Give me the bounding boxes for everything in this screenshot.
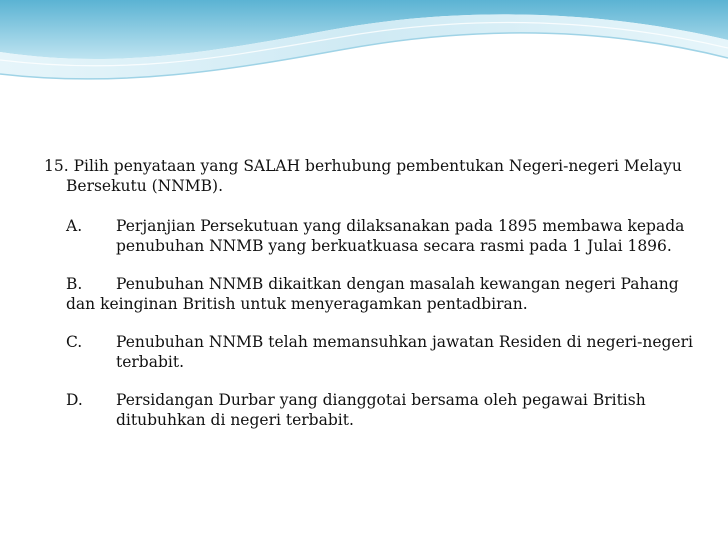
option-c bbox=[66, 332, 694, 372]
option-d-letter: D. bbox=[66, 391, 83, 409]
option-b-text: Penubuhan NNMB dikaitkan dengan masalah kewangan negeri Pahang dan keinginan British untuk menyeragamkan pentadbiran. bbox=[66, 275, 679, 313]
slide-body bbox=[44, 156, 694, 448]
option-a-text: Perjanjian Persekutuan yang dilaksanakan pada 1895 membawa kepada penubuhan NNMB yang berkuatkuasa secara rasmi pada 1 Julai 1896. bbox=[116, 217, 685, 255]
option-b bbox=[66, 274, 694, 314]
option-c-letter: C. bbox=[66, 333, 83, 351]
option-d-text: Persidangan Durbar yang dianggotai bersama oleh pegawai British ditubuhkan di negeri terbabit. bbox=[116, 391, 646, 429]
decorative-wave-banner bbox=[0, 0, 728, 92]
option-a bbox=[66, 216, 694, 256]
option-c-text: Penubuhan NNMB telah memansuhkan jawatan Residen di negeri-negeri terbabit. bbox=[116, 333, 693, 371]
option-d bbox=[66, 390, 694, 430]
question-text: 15. Pilih penyataan yang SALAH berhubung pembentukan Negeri-negeri Melayu Bersekutu (NNMB). bbox=[44, 157, 682, 195]
option-b-letter: B. bbox=[66, 275, 83, 293]
option-a-letter: A. bbox=[66, 217, 83, 235]
